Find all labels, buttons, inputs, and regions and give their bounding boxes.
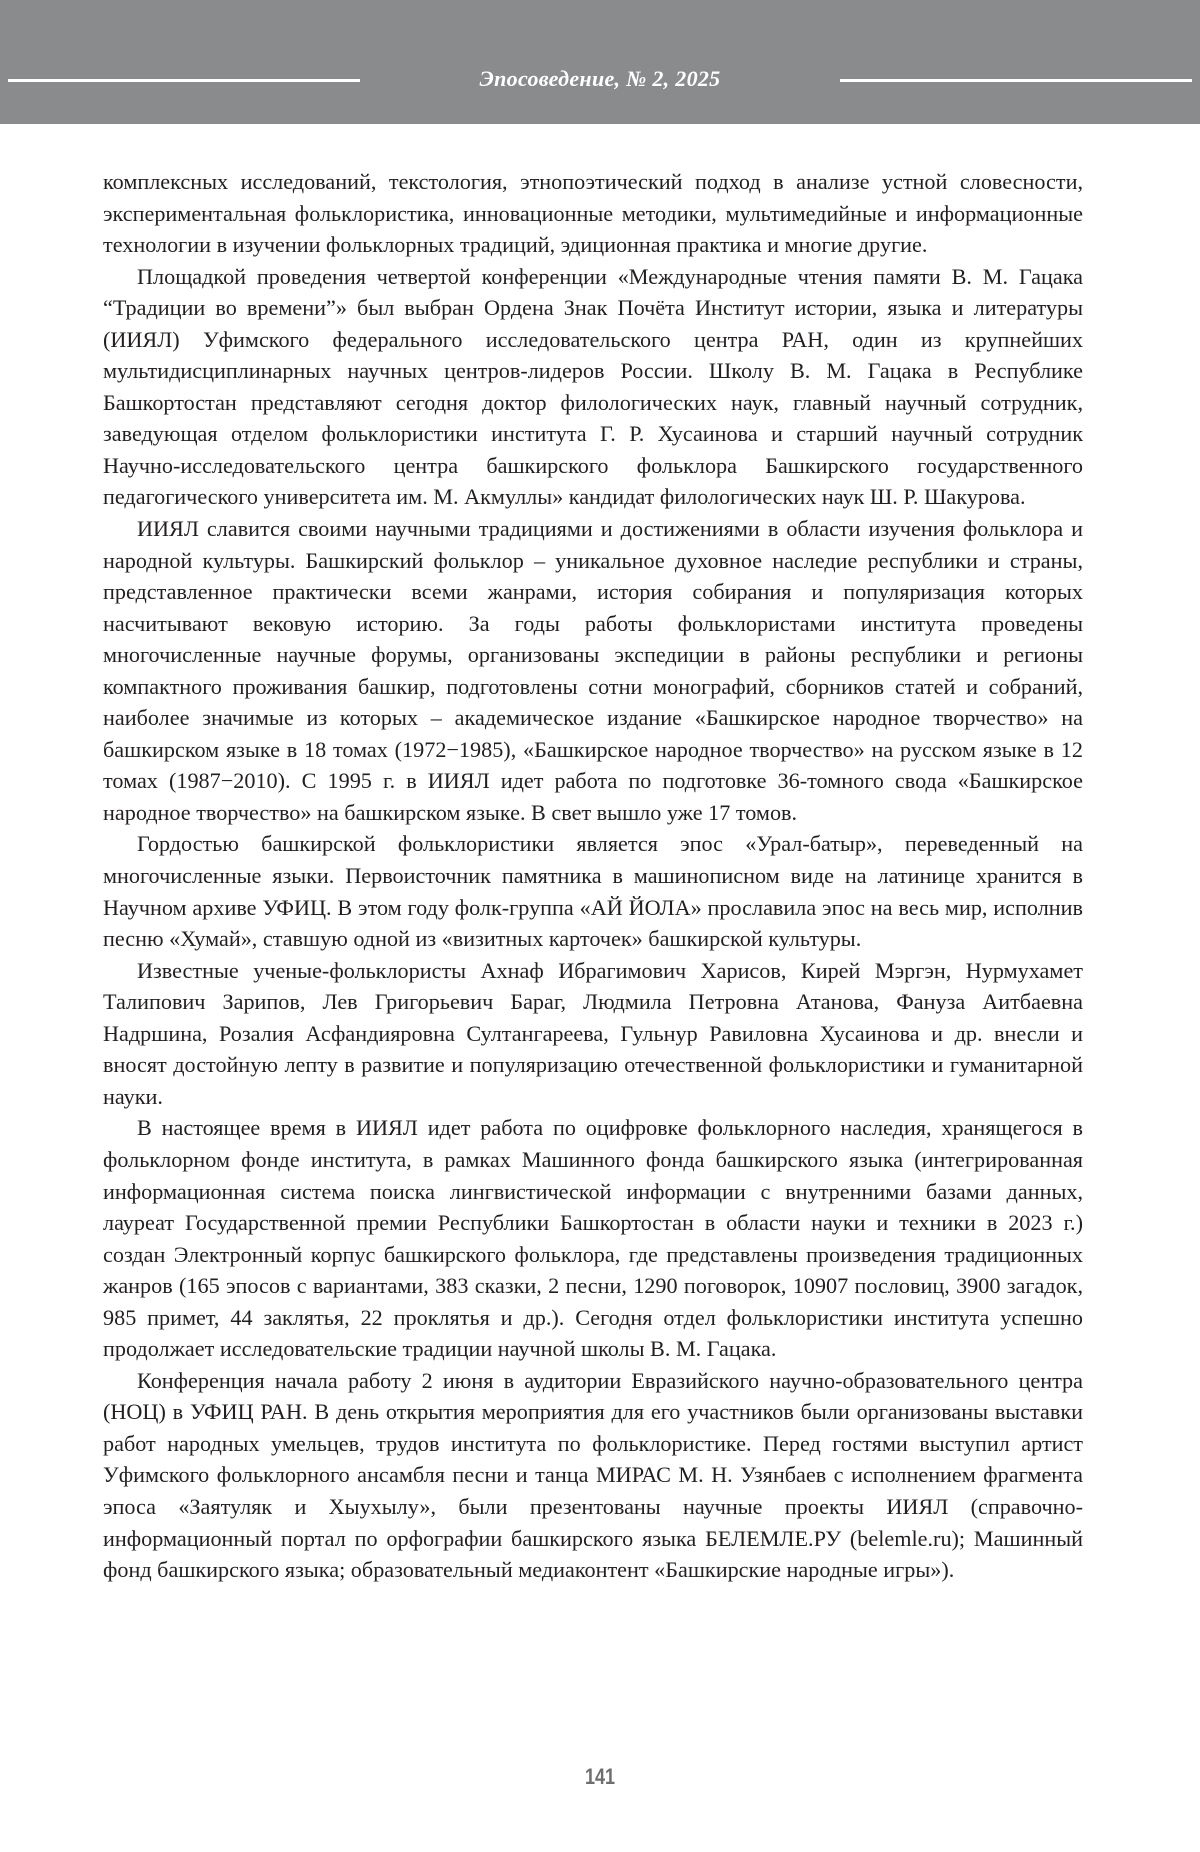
paragraph: Площадкой проведения четвертой конференции «Международные чтения памяти В. М. Гацака “Традиции во времени”» был выбран Ордена Знак Почёта Институт истории, языка и литературы (ИИЯЛ) Уфимского федерального исследовательского центра РАН, один из крупнейших мультидисциплинарных научных центров-лидеров России. Школу В. М. Гацака в Республике Башкортостан представляют сегодня доктор филологических наук, главный научный сотрудник, заведующая отделом фольклористики института Г. Р. Хусаинова и старший научный сотрудник Научно-исследовательского центра башкирского фольклора Башкирского государственного педагогического университета им. М. Акмуллы» кандидат филологических наук Ш. Р. Шакурова. [103, 263, 1083, 510]
paragraph: ИИЯЛ славится своими научными традициями и достижениями в области изучения фольклора и народной культуры. Башкирский фольклор – уникальное духовное наследие республики и страны, представленное практически всеми жанрами, история собирания и популяризация которых насчитывают вековую историю. За годы работы фольклористами института проведены многочисленные научные форумы, организованы экспедиции в районы республики и регионы компактного проживания башкир, подготовлены сотни монографий, сборников статей и собраний, наиболее значимые из которых – академическое издание «Башкирское народное творчество» на башкирском языке в 18 томах (1972−1985), «Башкирское народное творчество» на русском языке в 12 томах (1987−2010). С 1995 г. в ИИЯЛ идет работа по подготовке 36-томного свода «Башкирское народное творчество» на башкирском языке. В свет вышло уже 17 томов. [103, 516, 1083, 825]
paragraph: В настоящее время в ИИЯЛ идет работа по оцифровке фольклорного наследия, хранящегося в фольклорном фонде института, в рамках Машинного фонда башкирского языка (интегрированная информационная система поиска лингвистической информации с внутренними базами данных, лауреат Государственной премии Республики Башкортостан в области науки и техники в 2023 г.) создан Электронный корпус башкирского фольклора, где представлены произведения традиционных жанров (165 эпосов с вариантами, 383 сказки, 2 песни, 1290 поговорок, 10907 пословиц, 3900 загадок, 985 примет, 44 заклятья, 22 проклятья и др.). Сегодня отдел фольклористики института успешно продолжает исследовательские традиции научной школы В. М. Гацака. [103, 1115, 1083, 1362]
paragraph-continued: комплексных исследований, текстология, этнопоэтический подход в анализе устной словесности, экспериментальная фольклористика, инновационные методики, мультимедийные и информационные технологии в изучении фольклорных традиций, эдиционная практика и многие другие. [103, 169, 1083, 258]
page-number: 141 [584, 1764, 616, 1789]
header-rule-left [8, 79, 360, 82]
paragraph: Гордостью башкирской фольклористики является эпос «Урал-батыр», переведенный на многочисленные языки. Первоисточник памятника в машинописном виде на латинице хранится в Научном архиве УФИЦ. В этом году фолк-группа «АЙ ЙОЛА» прославила эпос на весь мир, исполнив песню «Хумай», ставшую одной из «визитных карточек» башкирской культуры. [103, 831, 1083, 952]
running-header [0, 0, 1200, 124]
paragraph: Известные ученые-фольклористы Ахнаф Ибрагимович Харисов, Кирей Мэргэн, Нурмухамет Талипович Зарипов, Лев Григорьевич Бараг, Людмила Петровна Атанова, Фануза Аитбаевна Надршина, Розалия Асфандияровна Султангареева, Гульнур Равиловна Хусаинова и др. внесли и вносят достойную лепту в развитие и популяризацию отечественной фольклористики и гуманитарной науки. [103, 957, 1083, 1109]
paragraph: Конференция начала работу 2 июня в аудитории Евразийского научно-образовательного центра (НОЦ) в УФИЦ РАН. В день открытия мероприятия для его участников были организованы выставки работ народных умельцев, трудов института по фольклористике. Перед гостями выступил артист Уфимского фольклорного ансамбля песни и танца МИРАС М. Н. Узянбаев с исполнением фрагмента эпоса «Заятуляк и Хыухылу», были презентованы научные проекты ИИЯЛ (справочно-информационный портал по орфографии башкирского языка БЕЛЕМЛЕ.РУ (belemle.ru); Машинный фонд башкирского языка; образовательный медиаконтент «Башкирские народные игры»). [103, 1367, 1083, 1583]
article-body [103, 166, 1083, 1586]
header-rule-right [840, 79, 1192, 82]
journal-title: Эпосоведение, № 2, 2025 [479, 66, 721, 91]
